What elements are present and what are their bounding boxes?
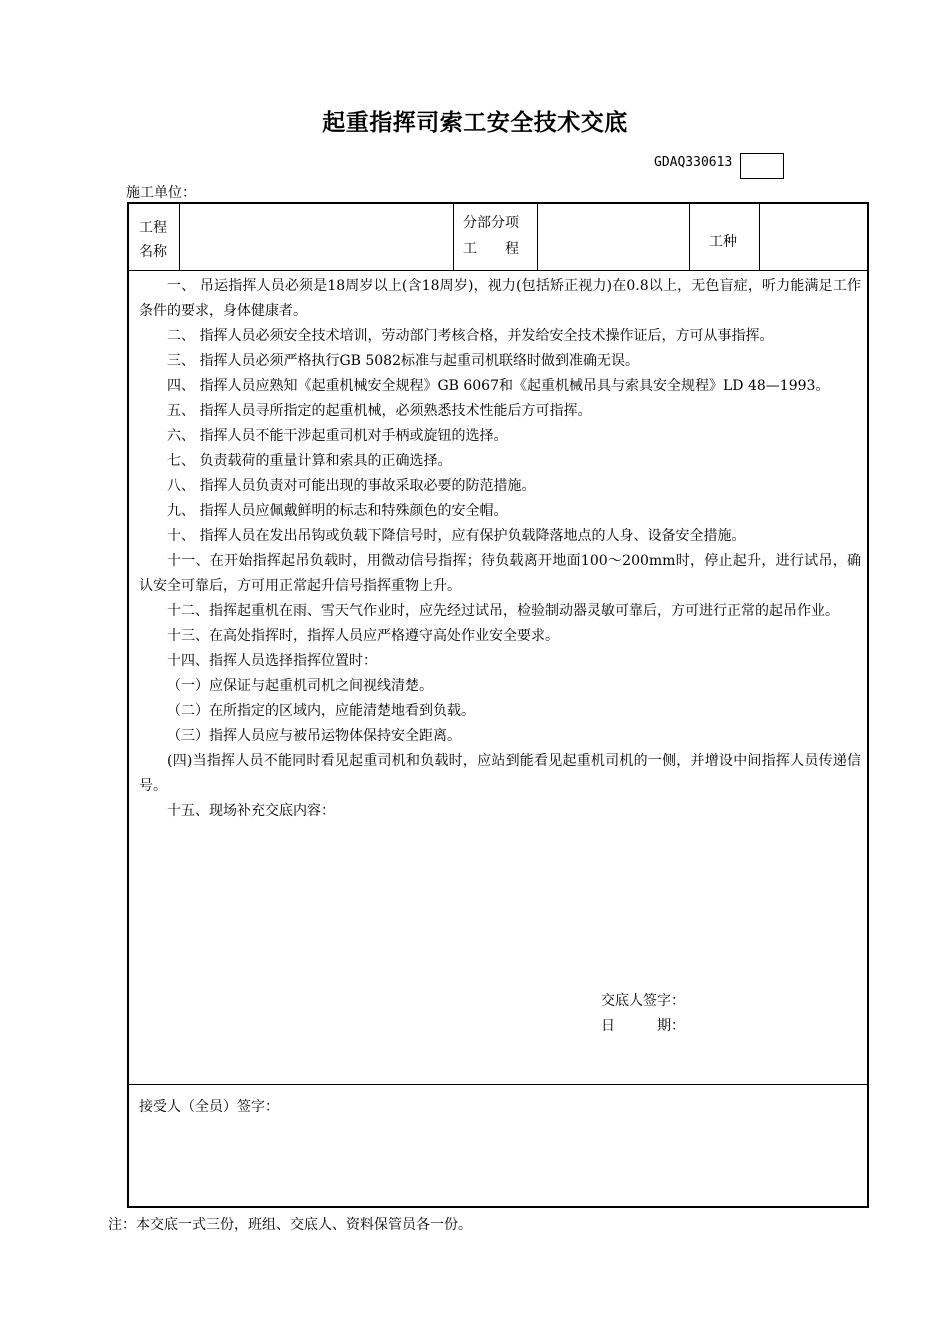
- list-item: 十一、在开始指挥起吊负载时，用微动信号指挥；待负载离开地面100～200mm时，停止起升，进行试吊，确认安全可靠后，方可用正常起升信号指挥重物上升。: [139, 553, 861, 594]
- list-item: 五、 指挥人员寻所指定的起重机械，必须熟悉技术性能后方可指挥。: [167, 403, 592, 419]
- page-title: 起重指挥司索工安全技术交底: [322, 110, 628, 136]
- list-item: 一、 吊运指挥人员必须是18周岁以上(含18周岁)，视力(包括矫正视力)在0.8以上，无色盲症，听力能满足工作条件的要求，身体健康者。: [139, 278, 861, 319]
- list-item: （一）应保证与起重机司机之间视线清楚。: [167, 678, 433, 694]
- divider: [537, 204, 538, 270]
- divider: [759, 204, 760, 270]
- discloser-signature-label: 交底人签字：: [601, 993, 685, 1009]
- divider: [453, 204, 454, 270]
- list-item: 十、 指挥人员在发出吊钩或负载下降信号时，应有保护负载降落地点的人身、设备安全措施。: [167, 528, 746, 544]
- divider: [689, 204, 690, 270]
- list-item: 十二、指挥起重机在雨、雪天气作业时，应先经过试吊，检验制动器灵敏可靠后，方可进行正常的起吊作业。: [167, 603, 839, 619]
- divider: [129, 270, 867, 271]
- list-item: 四、 指挥人员应熟知《起重机械安全规程》GB 6067和《起重机械吊具与索具安全规程》LD 48—1993。: [167, 378, 830, 394]
- divider: [129, 1084, 867, 1085]
- list-item: (四)当指挥人员不能同时看见起重司机和负载时，应站到能看见起重机司机的一侧，并增设中间指挥人员传递信号。: [139, 753, 861, 794]
- divider: [179, 204, 180, 270]
- list-item: 十五、现场补充交底内容：: [167, 803, 335, 819]
- trade-label: 工种: [709, 234, 737, 250]
- receiver-signature-label: 接受人（全员）签字：: [139, 1099, 279, 1115]
- disclosure-content: [139, 274, 861, 824]
- list-item: 六、 指挥人员不能干涉起重司机对手柄或旋钮的选择。: [167, 428, 508, 444]
- project-name-field[interactable]: [181, 204, 451, 270]
- sub-project-field[interactable]: [539, 204, 687, 270]
- trade-field[interactable]: [761, 204, 865, 270]
- list-item: （三）指挥人员应与被吊运物体保持安全距离。: [167, 728, 461, 744]
- receiver-signature-field[interactable]: [139, 1120, 857, 1200]
- document-code: GDAQ330613: [654, 155, 733, 170]
- list-item: 八、 指挥人员负责对可能出现的事故采取必要的防范措施。: [167, 478, 536, 494]
- list-item: 七、 负责载荷的重量计算和索具的正确选择。: [167, 453, 452, 469]
- code-suffix-box[interactable]: [740, 153, 784, 179]
- list-item: 十三、在高处指挥时，指挥人员应严格遵守高处作业安全要求。: [167, 628, 559, 644]
- discloser-signature-field[interactable]: [697, 986, 857, 1036]
- list-item: 九、 指挥人员应佩戴鲜明的标志和特殊颜色的安全帽。: [167, 503, 508, 519]
- construction-unit-label: 施工单位：: [126, 185, 196, 201]
- disclosure-table: [127, 202, 869, 1208]
- project-name-label: 工程 名称: [139, 220, 167, 260]
- footnote: 注：本交底一式三份，班组、交底人、资料保管员各一份。: [108, 1217, 472, 1233]
- list-item: 三、 指挥人员必须严格执行GB 5082标准与起重司机联络时做到准确无误。: [167, 353, 639, 369]
- list-item: 十四、指挥人员选择指挥位置时：: [167, 653, 377, 669]
- date-label: 日 期：: [601, 1018, 685, 1034]
- sub-project-label: 分部分项 工 程: [463, 215, 519, 257]
- list-item: （二）在所指定的区域内，应能清楚地看到负载。: [167, 703, 475, 719]
- list-item: 二、 指挥人员必须安全技术培训，劳动部门考核合格，并发给安全技术操作证后，方可从事指挥。: [167, 328, 774, 344]
